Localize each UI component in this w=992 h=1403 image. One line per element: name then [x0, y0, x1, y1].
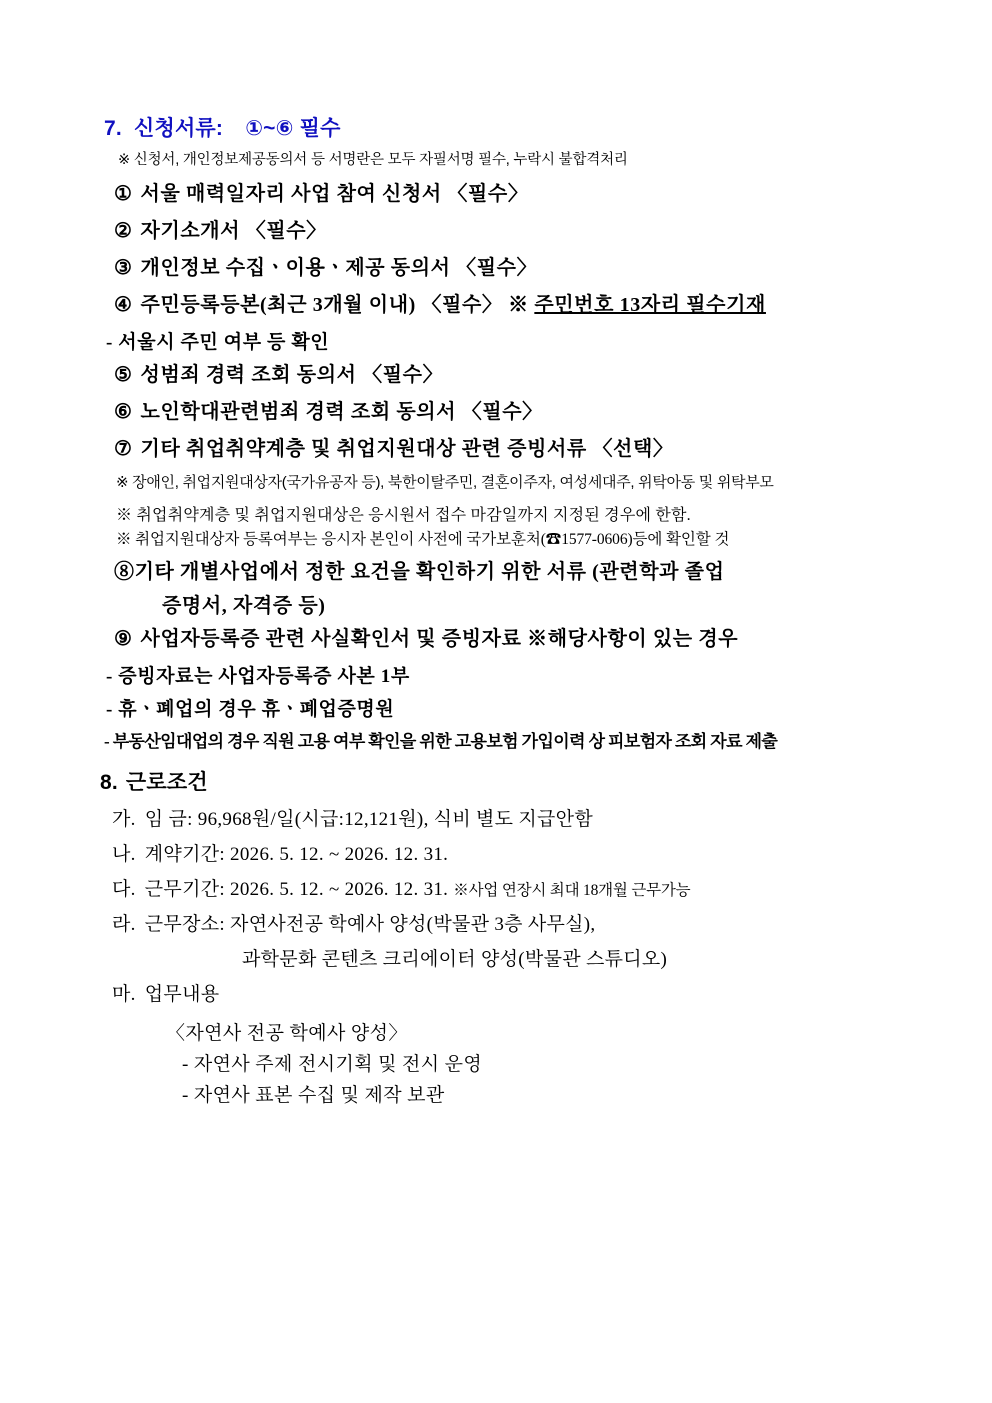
document-item-6: [114, 397, 914, 428]
section-7-heading: [104, 112, 914, 142]
section-7-requirement: ①~⑥ 필수: [245, 117, 341, 140]
document-item-9-dash-3: - 부동산임대업의 경우 직원 고용 여부 확인을 위한 고용보험 가입이력 상 피보험자 조회 자료 제출: [104, 732, 778, 751]
item-marker-4: ④: [114, 294, 133, 316]
item-text-9: 사업자등록증 관련 사실확인서 및 증빙자료 ※해당사항이 있는 경우: [140, 628, 739, 650]
section-7-number: 7.: [104, 117, 122, 140]
item-marker-3: ③: [114, 257, 133, 279]
item-marker-1: ①: [114, 183, 133, 205]
document-item-9-dash-2: - 휴ㆍ폐업의 경우 휴ㆍ폐업증명원: [106, 699, 395, 720]
condition-label-workplace: 라.: [112, 914, 136, 935]
document-content: [100, 112, 914, 1111]
document-item-1: [114, 179, 914, 210]
document-item-3: [114, 253, 914, 284]
section-8-heading: [100, 766, 914, 796]
section-7-note-3: ※ 취업지원대상자 등록여부는 응시자 본인이 사전에 국가보훈처(☎1577-0606)등에 확인할 것: [116, 531, 730, 548]
condition-label-work-period: 다.: [112, 879, 136, 900]
condition-item-work-period: [112, 874, 914, 901]
condition-value-workplace: 자연사전공 학예사 양성(박물관 3층 사무실),: [230, 914, 596, 935]
item-marker-7: ⑦: [114, 438, 133, 460]
condition-name-work-period: 근무기간:: [144, 879, 225, 900]
item-text-4-sub: 서울시 주민 여부 등 확인: [118, 332, 330, 353]
section-8-title: 근로조건: [125, 771, 208, 794]
condition-value-contract-period: 2026. 5. 12. ~ 2026. 12. 31.: [230, 844, 449, 865]
condition-value-workplace-2: 과학문화 콘텐츠 크리에이터 양성(박물관 스튜디오): [242, 949, 668, 970]
document-item-8-line2: 증명서, 자격증 등): [162, 595, 326, 617]
item-text-5: 성범죄 경력 조회 동의서 〈필수〉: [140, 364, 444, 386]
document-item-9: [114, 624, 914, 655]
section-7-note-1: ※ 장애인, 취업지원대상자(국가유공자 등), 북한이탈주민, 결혼이주자, 여성세대주, 위탁아동 및 위탁부모: [116, 474, 774, 491]
document-item-8: [114, 557, 914, 587]
condition-item-duties: [112, 979, 914, 1006]
duty-block-line-1: - 자연사 주제 전시기획 및 전시 운영: [182, 1054, 483, 1075]
item-text-2: 자기소개서 〈필수〉: [140, 220, 327, 242]
condition-name-duties: 업무내용: [144, 984, 220, 1005]
item-text-3: 개인정보 수집ㆍ이용ㆍ제공 동의서 〈필수〉: [140, 257, 538, 279]
condition-name-workplace: 근무장소:: [144, 914, 225, 935]
item-text-4: 주민등록등본(최근 3개월 이내) 〈필수〉 ※: [140, 294, 535, 316]
condition-label-duties: 마.: [112, 984, 136, 1005]
document-item-9-dash-1: - 증빙자료는 사업자등록증 사본 1부: [106, 666, 410, 687]
item-marker-2: ②: [114, 220, 133, 242]
document-item-2: [114, 216, 914, 247]
condition-label-contract-period: 나.: [112, 844, 136, 865]
item-marker-6: ⑥: [114, 401, 133, 423]
document-item-4-sub: [106, 327, 914, 354]
section-7-note: ※ 신청서, 개인정보제공동의서 등 서명란은 모두 자필서명 필수, 누락시 불합격처리: [118, 152, 628, 168]
document-item-7: [114, 434, 914, 465]
section-8-number: 8.: [100, 771, 118, 794]
condition-item-workplace: [112, 909, 914, 936]
section-7-note-2: ※ 취업취약계층 및 취업지원대상은 응시원서 접수 마감일까지 지정된 경우에 한함.: [116, 507, 691, 524]
condition-name-contract-period: 계약기간:: [144, 844, 225, 865]
item-marker-8: ⑧: [114, 561, 135, 583]
item-marker-5: ⑤: [114, 364, 133, 386]
condition-value-work-period: 2026. 5. 12. ~ 2026. 12. 31.: [230, 879, 449, 900]
document-item-4: [114, 290, 914, 321]
condition-note-work-period: ※사업 연장시 최대 18개월 근무가능: [453, 882, 691, 899]
condition-label-wage: 가.: [112, 809, 136, 830]
condition-name-wage: 임 금:: [144, 809, 193, 830]
condition-item-wage: [112, 804, 914, 831]
item-text-1: 서울 매력일자리 사업 참여 신청서 〈필수〉: [140, 183, 529, 205]
item-text-6: 노인학대관련범죄 경력 조회 동의서 〈필수〉: [140, 401, 543, 423]
duty-block-title: 〈자연사 전공 학예사 양성〉: [166, 1023, 408, 1044]
item-marker-9: ⑨: [114, 628, 133, 650]
condition-value-wage: 96,968원/일(시급:12,121원), 식비 별도 지급안함: [197, 809, 593, 830]
document-item-5: [114, 360, 914, 391]
section-7-title: 신청서류:: [133, 117, 224, 140]
item-marker-4-sub: -: [106, 332, 113, 353]
item-text-4-underlined: 주민번호 13자리 필수기재: [534, 294, 766, 316]
item-text-8-line1: 기타 개별사업에서 정한 요건을 확인하기 위한 서류 (관련학과 졸업: [134, 561, 725, 583]
duty-block-line-2: - 자연사 표본 수집 및 제작 보관: [182, 1085, 445, 1106]
item-text-7: 기타 취업취약계층 및 취업지원대상 관련 증빙서류 〈선택〉: [140, 438, 674, 460]
condition-item-contract-period: [112, 839, 914, 866]
